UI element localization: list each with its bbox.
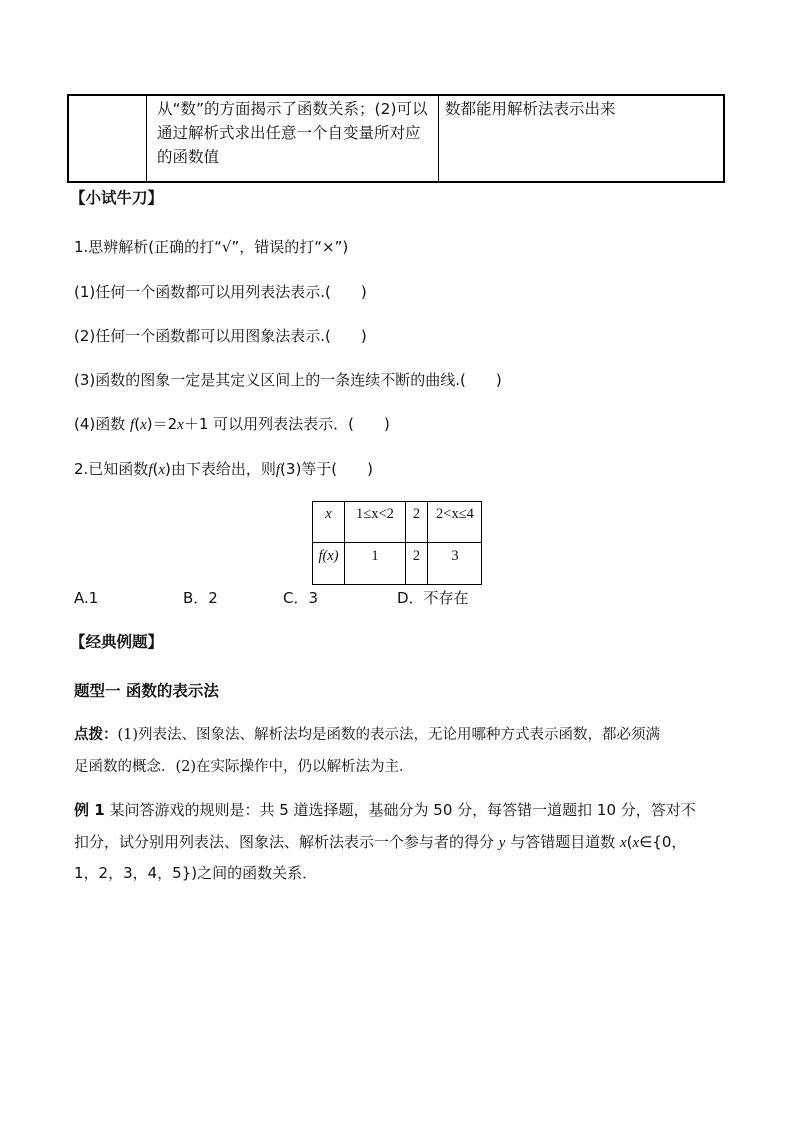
- table-header-interval-1: 1≤x<2: [356, 506, 394, 522]
- question-1-1: (1)任何一个函数都可以用列表法表示.( ): [74, 283, 367, 301]
- tip-line-1: 点拨：(1)列表法、图象法、解析法均是函数的表示法，无论用哪种方式表示函数，都必须满: [74, 726, 661, 743]
- section-heading-trial: 【小试牛刀】: [70, 189, 164, 207]
- table-divider: [438, 96, 439, 181]
- function-value-table: [312, 501, 482, 585]
- table-header-interval-2: 2<x≤4: [436, 506, 474, 522]
- table-cell-value: 3: [451, 548, 459, 564]
- question-1-intro: 1.思辨解析(正确的打“√”，错误的打“×”): [74, 238, 349, 256]
- option-d: D．不存在: [397, 589, 469, 607]
- question-1-4: (4)函数 f(x)＝2x＋1 可以用列表法表示．( ): [74, 415, 390, 433]
- option-a: A.1: [74, 589, 99, 607]
- table-header-x: x: [325, 506, 332, 522]
- tip-line-2: 足函数的概念．(2)在实际操作中，仍以解析法为主．: [74, 759, 414, 775]
- option-b: B．2: [183, 589, 218, 607]
- table-header-point-2: 2: [412, 506, 421, 522]
- question-1-2: (2)任何一个函数都可以用图象法表示.( ): [74, 327, 367, 345]
- example-1-line-2: 扣分，试分别用列表法、图象法、解析法表示一个参与者的得分 y 与答错题目道数 x(x∈{0，: [74, 833, 687, 851]
- table-cell-value: 1: [371, 548, 379, 564]
- question-type-title: 题型一 函数的表示法: [74, 682, 219, 700]
- table-cell-value: 2: [412, 548, 421, 564]
- middle-cell-line: 通过解析式求出任意一个自变量所对应: [157, 124, 421, 142]
- question-2: 2.已知函数f(x)由下表给出，则f(3)等于( ): [74, 460, 373, 478]
- middle-cell-line: 从“数”的方面揭示了函数关系；(2)可以: [157, 100, 428, 118]
- example-1-line-1: 例 1 某问答游戏的规则是：共 5 道选择题，基础分为 50 分，每答错一道题扣 10 分，答对不: [74, 801, 696, 819]
- table-divider: [146, 96, 147, 181]
- example-1-line-3: 1，2，3，4，5})之间的函数关系．: [74, 864, 318, 882]
- table-row-label-fx: f(x): [318, 548, 339, 564]
- middle-cell-line: 的函数值: [157, 148, 220, 166]
- option-c: C．3: [283, 589, 319, 607]
- table-divider: [313, 542, 481, 543]
- section-heading-examples: 【经典例题】: [70, 633, 164, 651]
- right-cell-line: 数都能用解析法表示出来: [445, 100, 616, 118]
- question-1-3: (3)函数的图象一定是其定义区间上的一条连续不断的曲线.( ): [74, 371, 502, 389]
- continuation-table: [67, 94, 725, 183]
